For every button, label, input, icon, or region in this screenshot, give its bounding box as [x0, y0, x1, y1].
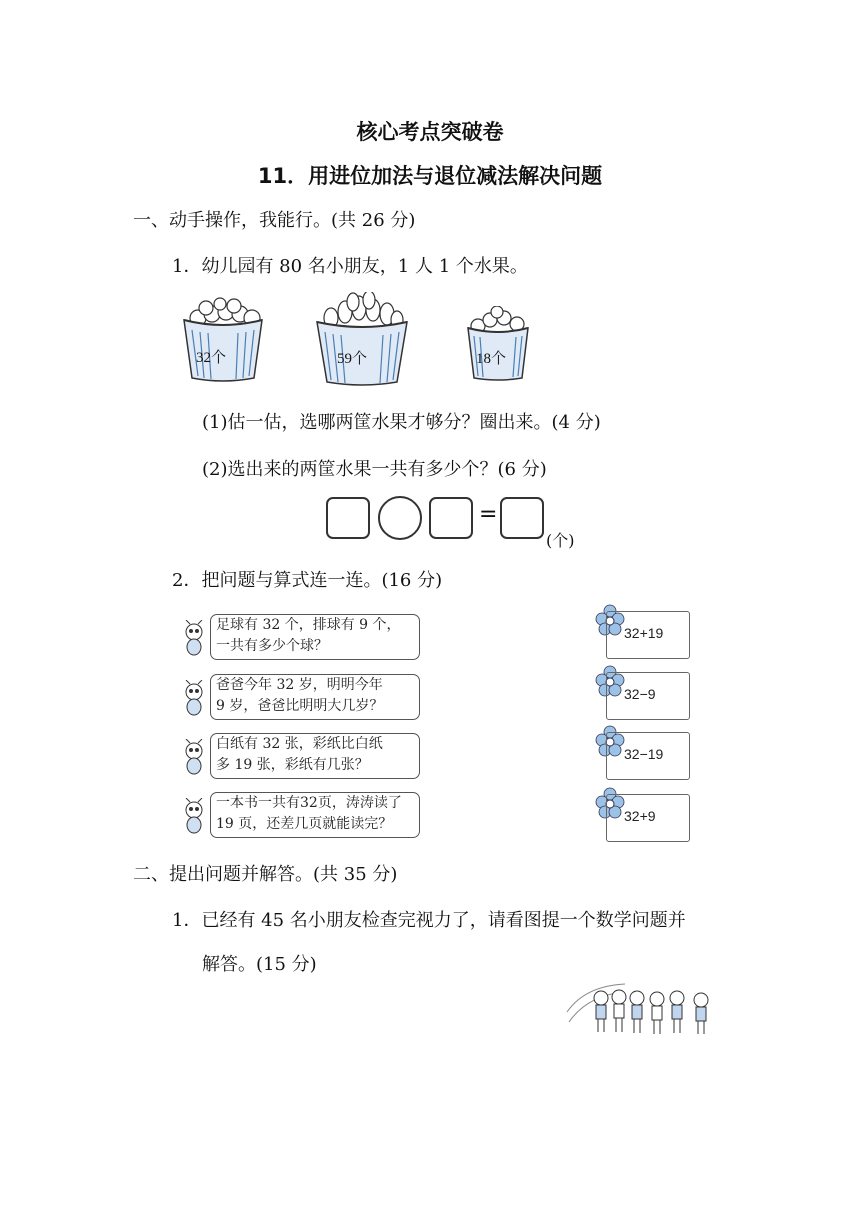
section1-heading: 一、动手操作，我能行。(共 26 分): [133, 210, 416, 231]
expression-card-2[interactable]: [594, 664, 694, 722]
subquestion2-text: (2)选出来的两筐水果一共有多少个？(6 分): [202, 459, 547, 480]
expression-text: 32−19: [624, 746, 664, 762]
problem-line1: 爸爸今年 32 岁，明明今年: [216, 677, 383, 693]
answer-box-result[interactable]: [500, 497, 544, 539]
problem-line2: 19 页，还差几页就能读完？: [216, 816, 393, 832]
problem-line2: 9 岁，爸爸比明明大几岁？: [216, 698, 384, 714]
ant-icon: [180, 680, 208, 716]
problem-item-4[interactable]: [180, 792, 420, 838]
section2-question1-line1: 1．已经有 45 名小朋友检查完视力了，请看图提一个数学问题并: [172, 910, 686, 931]
problem-line2: 一共有多少个球？: [216, 638, 328, 654]
ant-icon: [180, 739, 208, 775]
problem-line2: 多 19 张，彩纸有几张？: [216, 757, 369, 773]
expression-card-4[interactable]: [594, 786, 694, 844]
basket-pears[interactable]: [313, 292, 411, 388]
subquestion1-text: (1)估一估，选哪两筐水果才够分？圈出来。(4 分): [202, 412, 601, 433]
expression-card-3[interactable]: [594, 724, 694, 782]
expression-card-1[interactable]: [594, 603, 694, 661]
expression-text: 32−9: [624, 686, 656, 702]
answer-box-1[interactable]: [326, 497, 370, 539]
problem-line1: 足球有 32 个，排球有 9 个，: [216, 617, 401, 633]
section2-question1-line2: 解答。(15 分): [202, 954, 317, 975]
expression-text: 32+9: [624, 808, 656, 824]
basket-apples[interactable]: [178, 296, 268, 386]
unit-label: (个): [546, 531, 575, 550]
answer-box-2[interactable]: [429, 497, 473, 539]
pear-basket-icon: [313, 292, 411, 388]
apple-basket-icon: [178, 296, 268, 386]
children-icon: [565, 982, 717, 1040]
equals-sign: =: [479, 502, 498, 527]
operator-circle[interactable]: [378, 496, 422, 540]
ant-icon: [180, 798, 208, 834]
problem-item-3[interactable]: [180, 733, 420, 779]
problem-item-1[interactable]: [180, 614, 420, 660]
children-queue-illustration: [565, 982, 717, 1040]
problem-item-2[interactable]: [180, 674, 420, 720]
basket-label: 18个: [476, 351, 507, 367]
question1-text: 1．幼儿园有 80 名小朋友，1 人 1 个水果。: [172, 256, 528, 277]
question2-text: 2．把问题与算式连一连。(16 分): [172, 570, 443, 591]
page-title: 核心考点突破卷: [356, 120, 504, 144]
basket-peaches[interactable]: [464, 306, 532, 384]
peach-basket-icon: [464, 306, 532, 384]
expression-text: 32+19: [624, 625, 664, 641]
problem-line1: 白纸有 32 张，彩纸比白纸: [216, 736, 383, 752]
page-subtitle: 11．用进位加法与退位减法解决问题: [257, 164, 603, 188]
section2-heading: 二、提出问题并解答。(共 35 分): [133, 864, 398, 885]
basket-label: 32个: [196, 350, 227, 366]
basket-label: 59个: [337, 351, 368, 367]
ant-icon: [180, 620, 208, 656]
problem-line1: 一本书一共有32页，涛涛读了: [216, 795, 402, 811]
